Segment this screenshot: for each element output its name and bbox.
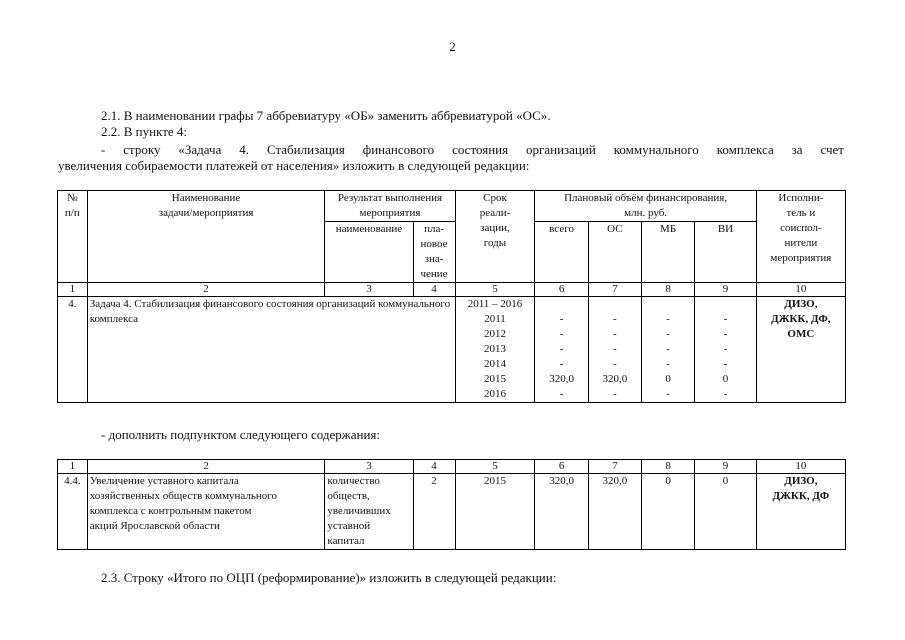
col-number: 4 — [413, 283, 455, 297]
col-number: 7 — [588, 460, 641, 474]
row-mb: 0 — [642, 474, 695, 550]
col-number: 3 — [325, 460, 413, 474]
header-plan-vi: ВИ — [695, 222, 757, 283]
header-result: Результат выполнения мероприятия — [325, 191, 455, 222]
col-number: 8 — [642, 460, 695, 474]
col-number: 3 — [325, 283, 413, 297]
row-total: - - - - 320,0 - — [535, 297, 588, 403]
row-executors: ДИЗО, ДЖКК, ДФ, ОМС — [756, 297, 845, 403]
paragraph-2-1: 2.1. В наименовании графы 7 аббревиатуру «ОБ» заменить аббревиатурой «ОС». — [101, 108, 551, 123]
col-number: 4 — [413, 460, 455, 474]
row-mb: - - - - 0 - — [641, 297, 694, 403]
column-number-row — [58, 283, 846, 297]
col-number: 2 — [87, 460, 325, 474]
header-plan-total: всего — [535, 222, 588, 283]
row-term: 2015 — [455, 474, 535, 550]
col-number: 10 — [756, 283, 845, 297]
row-vi: 0 — [695, 474, 756, 550]
table-row — [58, 297, 846, 403]
row-task-name: Задача 4. Стабилизация финансового состояния организаций коммунального комплекса — [87, 297, 455, 403]
col-number: 5 — [455, 283, 535, 297]
header-result-name: наименование — [325, 222, 413, 283]
table-row — [58, 474, 846, 550]
row-total: 320,0 — [535, 474, 588, 550]
row-os: 320,0 — [588, 474, 641, 550]
col-number: 9 — [695, 283, 757, 297]
col-number: 7 — [588, 283, 641, 297]
paragraph-add-subitem: - дополнить подпунктом следующего содержания: — [101, 427, 380, 442]
col-number: 6 — [535, 460, 588, 474]
col-number: 10 — [756, 460, 845, 474]
header-term: Срок реали- зации, годы — [455, 191, 535, 283]
row-num: 4.4. — [58, 474, 88, 550]
page-number: 2 — [449, 39, 456, 54]
row-years: 2011 – 2016 2011 2012 2013 2014 2015 2016 — [455, 297, 535, 403]
col-number: 2 — [87, 283, 325, 297]
row-vi: - - - - 0 - — [695, 297, 757, 403]
header-result-value: пла- новое зна- чение — [413, 222, 455, 283]
task4-table — [57, 190, 846, 403]
paragraph-task4-line2: увеличения собираемости платежей от населения» изложить в следующей редакции: — [58, 158, 530, 173]
row-task-name: Увеличение уставного капитала хозяйственных обществ коммунального комплекса с контрольным пакетом акций Ярославской области — [87, 474, 325, 550]
header-executors: Исполни- тель и соиспол- нители мероприятия — [756, 191, 845, 283]
column-number-row — [58, 460, 846, 474]
col-number: 6 — [535, 283, 588, 297]
row-num: 4. — [58, 297, 88, 403]
header-plan: Плановый объём финансирования, млн. руб. — [535, 191, 756, 222]
header-plan-os: ОС — [588, 222, 641, 283]
col-number: 5 — [455, 460, 535, 474]
subitem-table — [57, 459, 846, 550]
row-executors: ДИЗО, ДЖКК, ДФ — [756, 474, 845, 550]
col-number: 1 — [58, 283, 88, 297]
row-result-value: 2 — [413, 474, 455, 550]
col-number: 9 — [695, 460, 756, 474]
row-os: - - - - 320,0 - — [588, 297, 641, 403]
col-number: 1 — [58, 460, 88, 474]
header-plan-mb: МБ — [641, 222, 694, 283]
header-name: Наименование задачи/мероприятия — [87, 191, 325, 283]
col-number: 8 — [641, 283, 694, 297]
paragraph-2-3: 2.3. Строку «Итого по ОЦП (реформирование)» изложить в следующей редакции: — [101, 570, 557, 585]
paragraph-task4-line1: - строку «Задача 4. Стабилизация финансового состояния организаций коммунального комплекса за счет — [101, 142, 844, 157]
header-num: № п/п — [58, 191, 88, 283]
paragraph-2-2: 2.2. В пункте 4: — [101, 124, 188, 139]
row-result-name: количество обществ, увеличивших уставной капитал — [325, 474, 413, 550]
